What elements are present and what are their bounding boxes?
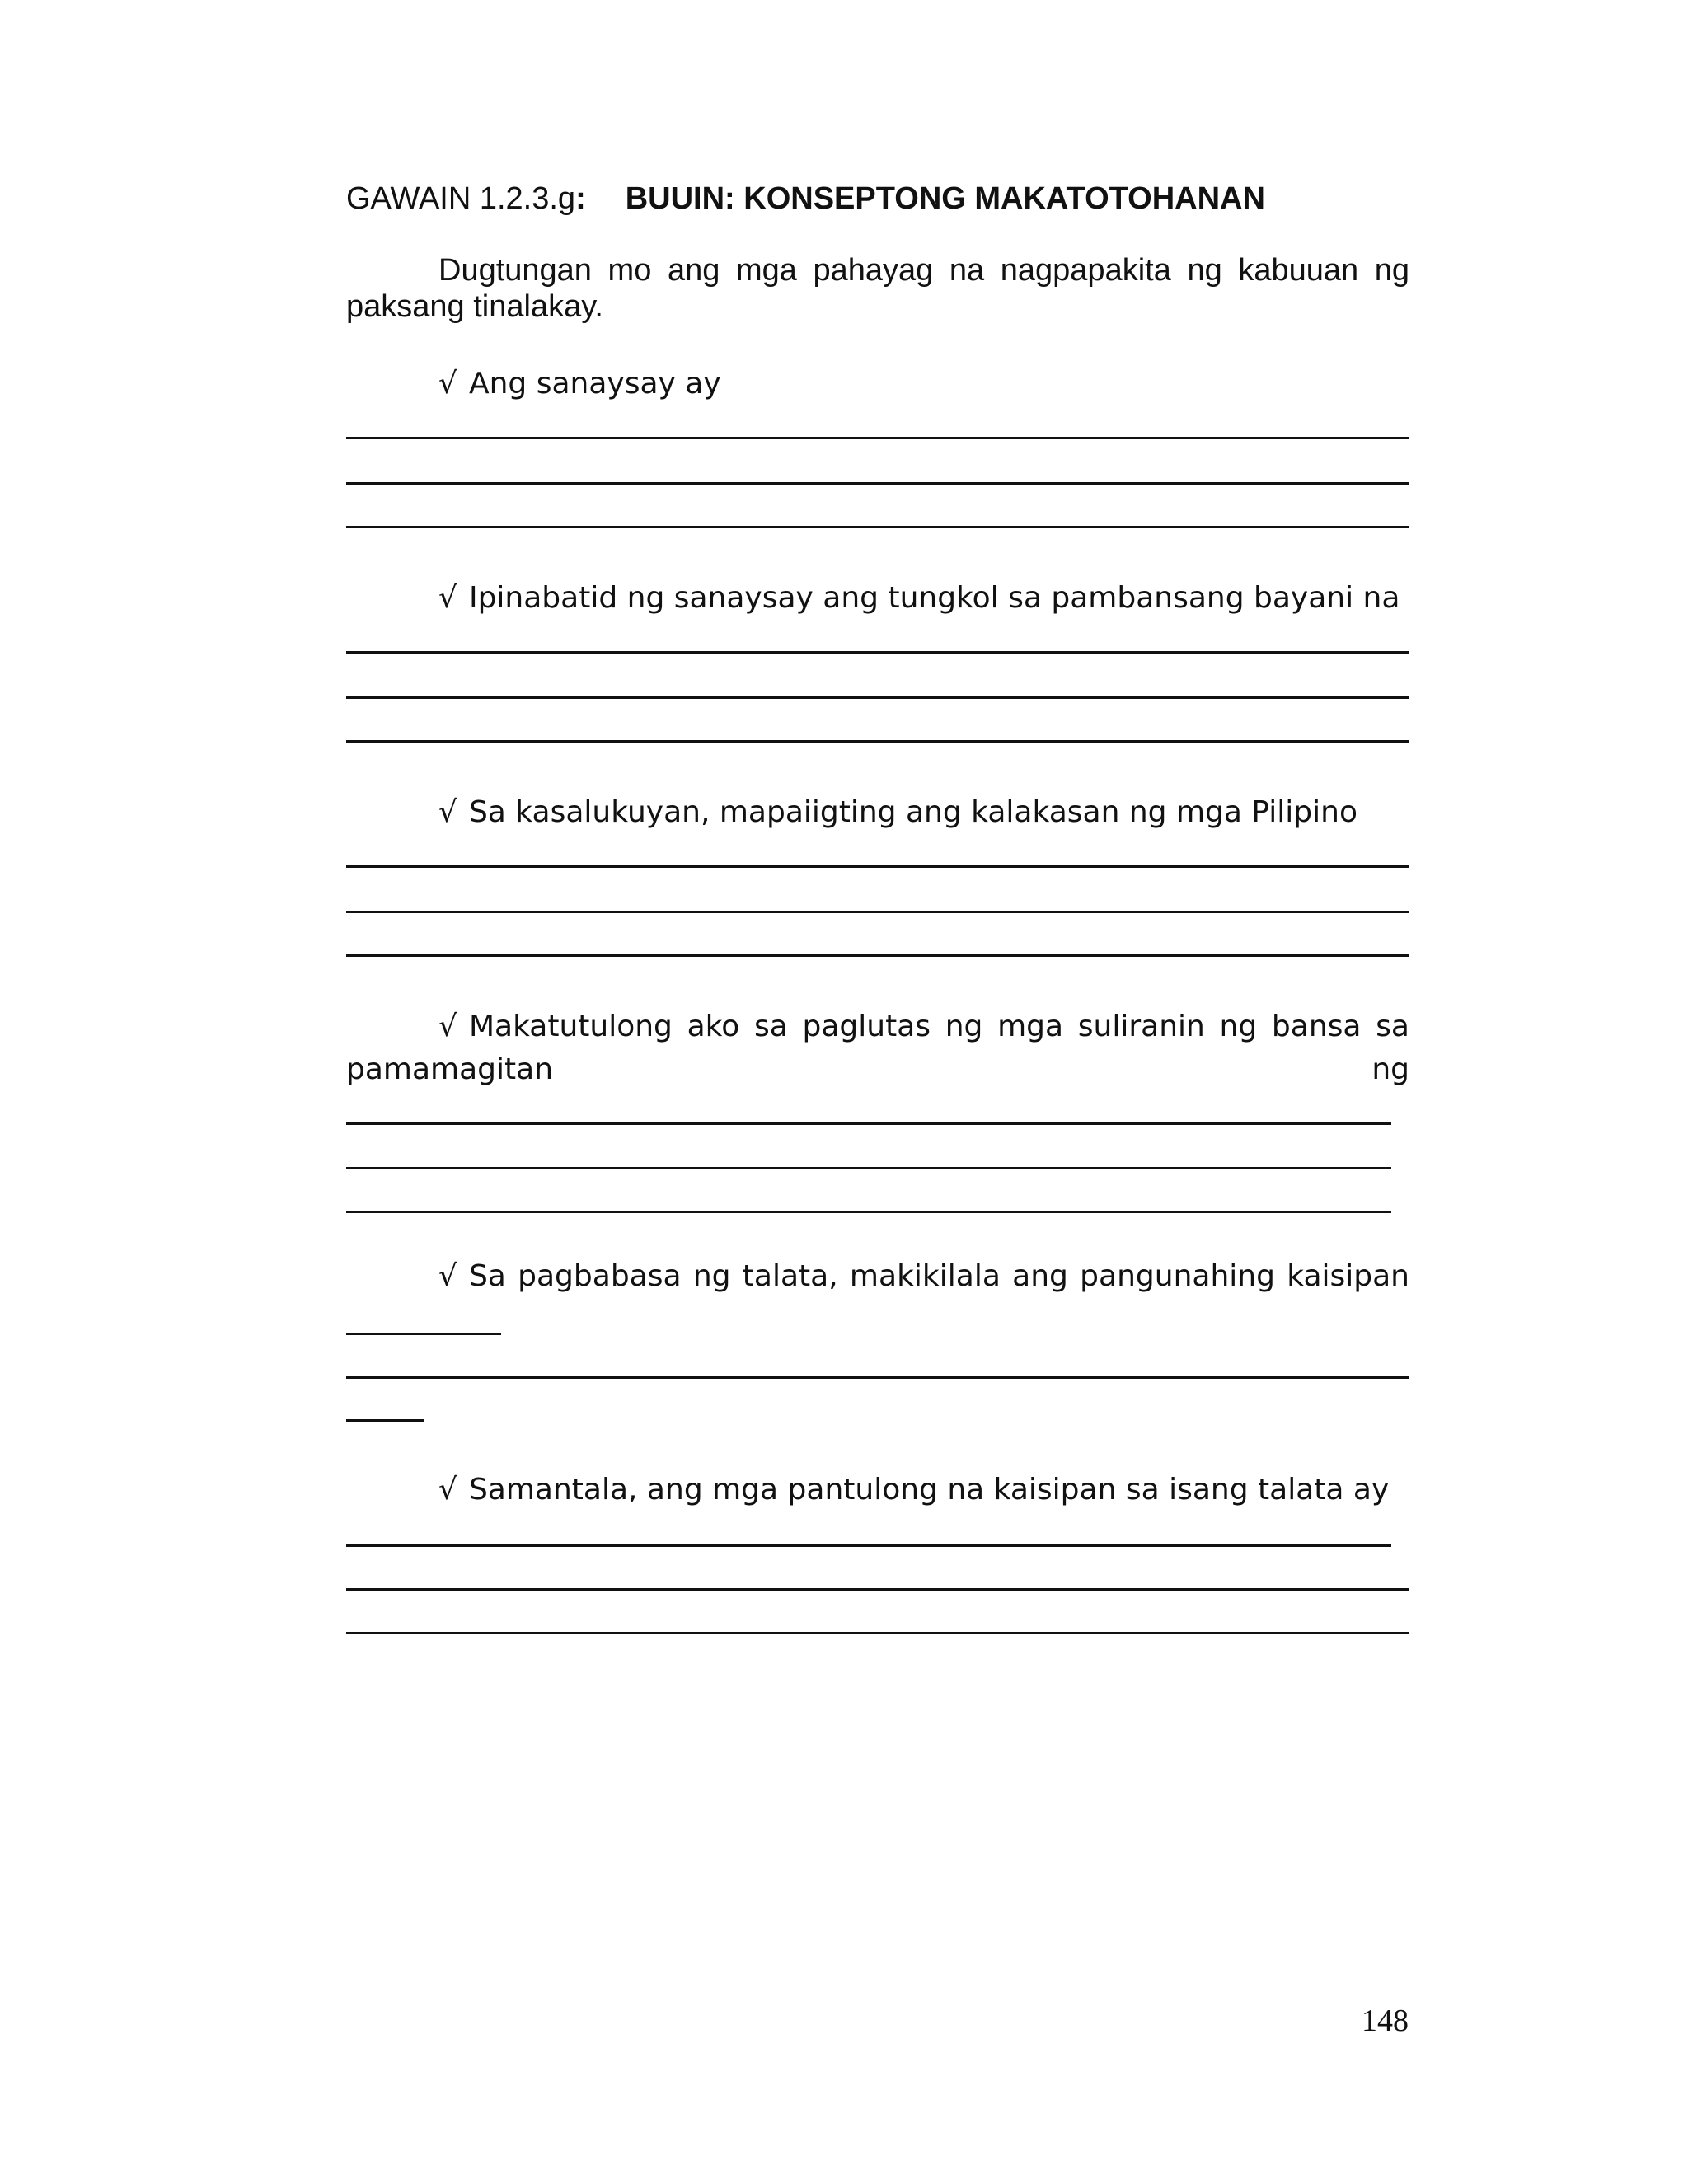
answer-line[interactable] (346, 1588, 1409, 1591)
activity-title: BUUIN: KONSEPTONG MAKATOTOHANAN (625, 181, 1265, 216)
prompt-item (346, 363, 1409, 405)
prompt-text: Sa pagbabasa ng talata, makikilala ang pangunahing kaisipan (468, 1259, 1409, 1293)
answer-line[interactable] (346, 911, 1409, 913)
prompt-text: Samantala, ang mga pantulong na kaisipan sa isang talata ay (468, 1473, 1390, 1507)
answer-line[interactable] (346, 1167, 1391, 1169)
prompt-text: Ipinabatid ng sanaysay ang tungkol sa pambansang bayani na (468, 581, 1400, 615)
instruction-text: Dugtungan mo ang mga pahayag na nagpapakita ng kabuuan ng paksang tinalakay. (346, 253, 1409, 324)
prompt-item (346, 577, 1409, 620)
check-icon: √ (438, 581, 457, 615)
prompt-item (346, 1255, 1409, 1298)
check-icon: √ (438, 1473, 457, 1507)
check-icon: √ (438, 1259, 457, 1293)
answer-line[interactable] (346, 1544, 1391, 1547)
check-icon: √ (438, 1010, 457, 1043)
answer-line[interactable] (346, 1122, 1391, 1125)
prompt-item (346, 1469, 1409, 1511)
heading-colon: : (575, 181, 586, 216)
activity-heading (346, 181, 1265, 217)
prompt-text: Sa kasalukuyan, mapaiigting ang kalakasan ng mga Pilipino (468, 795, 1357, 829)
answer-line[interactable] (346, 1419, 424, 1422)
answer-line[interactable] (346, 482, 1409, 485)
prompt-item (346, 791, 1409, 834)
answer-line[interactable] (346, 1376, 1409, 1379)
prompt-item (346, 1005, 1409, 1091)
answer-line[interactable] (346, 740, 1409, 743)
answer-line[interactable] (346, 696, 1409, 699)
prompt-text: Makatutulong ako sa paglutas ng mga suliranin ng bansa sa pamamagitan ng (346, 1010, 1409, 1086)
page-number: 148 (1362, 2004, 1409, 2038)
answer-line[interactable] (346, 437, 1409, 439)
prompt-text: Ang sanaysay ay (468, 367, 721, 401)
answer-line[interactable] (346, 1211, 1391, 1213)
answer-line[interactable] (346, 1333, 501, 1335)
answer-line[interactable] (346, 651, 1409, 654)
answer-line[interactable] (346, 954, 1409, 957)
check-icon: √ (438, 367, 457, 401)
check-icon: √ (438, 795, 457, 829)
answer-line[interactable] (346, 1632, 1409, 1634)
activity-code: GAWAIN 1.2.3.g (346, 181, 576, 216)
answer-line[interactable] (346, 865, 1409, 868)
answer-line[interactable] (346, 526, 1409, 528)
